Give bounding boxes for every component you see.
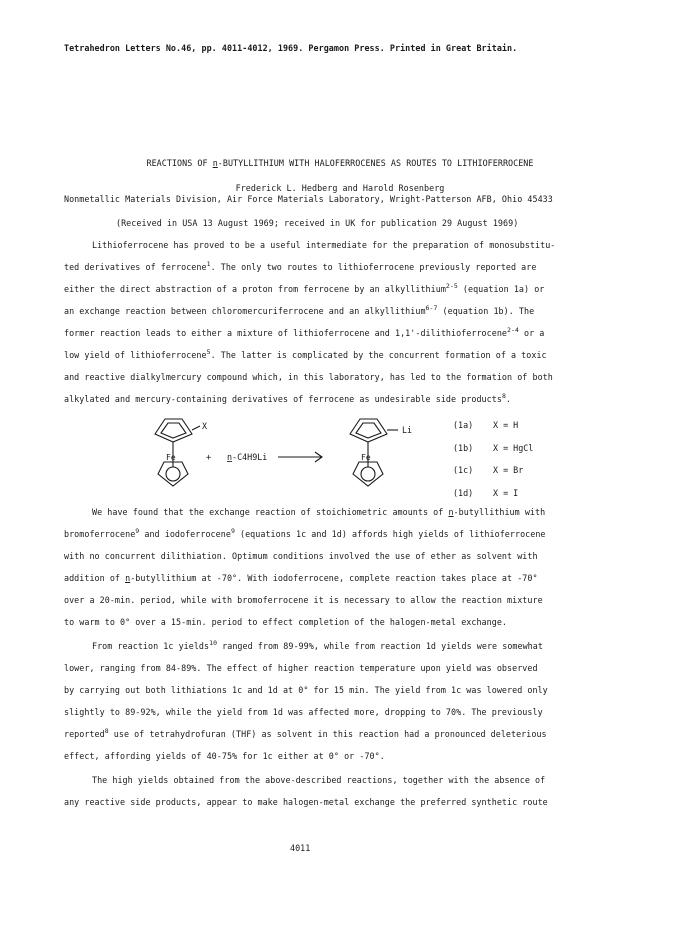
substituent-x-label: X — [202, 421, 208, 431]
body-line: From reaction 1c yields$^{10}$ ranged from 89-99%, while from reaction 1d yields were somewhat — [92, 639, 543, 651]
equation-1b: (1b) X = HgCl — [453, 443, 534, 453]
body-line: addition of n-butyllithium at -70°. With iodoferrocene, complete reaction takes place at -70° — [64, 573, 538, 583]
lithium-label: Li — [402, 425, 413, 435]
body-line: Lithioferrocene has proved to be a useful intermediate for the preparation of monosubstitu- — [92, 240, 556, 250]
body-line: low yield of lithioferrocene$^5$. The latter is complicated by the concurrent formation of a toxic — [64, 348, 547, 360]
received-dates: (Received in USA 13 August 1969; received in UK for publication 29 August 1969) — [116, 218, 519, 228]
body-line: effect, affording yields of 40-75% for 1c either at 0° or -70°. — [64, 751, 385, 761]
body-line: alkylated and mercury-containing derivatives of ferrocene as undesirable side products$^8$. — [64, 392, 511, 404]
body-line: We have found that the exchange reaction of stoichiometric amounts of n-butyllithium with — [92, 507, 546, 517]
page-number: 4011 — [290, 843, 311, 853]
reagent-label: n-C4H9Li — [227, 452, 268, 462]
body-line: The high yields obtained from the above-described reactions, together with the absence of — [92, 775, 546, 785]
body-line: ted derivatives of ferrocene$^1$. The only two routes to lithioferrocene previously reported are — [64, 260, 537, 272]
body-line: former reaction leads to either a mixture of lithioferrocene and 1,1'-dilithioferrocene$^{2-4}$ or a — [64, 326, 545, 338]
ferrocene-reactant-structure — [155, 419, 200, 486]
body-line: and reactive dialkylmercury compound which, in this laboratory, has led to the formation of both — [64, 372, 553, 382]
reaction-arrow — [278, 452, 322, 462]
body-line: by carrying out both lithiations 1c and 1d at 0° for 15 min. The yield from 1c was lowered only — [64, 685, 548, 695]
equation-1d: (1d) X = I — [453, 488, 519, 498]
body-line: over a 20-min. period, while with bromoferrocene it is necessary to allow the reaction mixture — [64, 595, 543, 605]
body-line: reported$^8$ use of tetrahydrofuran (THF) as solvent in this reaction had a pronounced deleterious — [64, 727, 547, 739]
body-line: any reactive side products, appear to make halogen-metal exchange the preferred synthetic route — [64, 797, 548, 807]
journal-citation: Tetrahedron Letters No.46, pp. 4011-4012, 1969. Pergamon Press. Printed in Great Britain. — [64, 43, 518, 53]
equation-1a: (1a) X = H — [453, 420, 519, 430]
affiliation: Nonmetallic Materials Division, Air Force Materials Laboratory, Wright-Patterson AFB, Ohio 45433 — [64, 194, 553, 204]
body-line: lower, ranging from 84-89%. The effect of higher reaction temperature upon yield was observed — [64, 663, 538, 673]
body-line: bromoferrocene$^9$ and iodoferrocene$^9$ (equations 1c and 1d) affords high yields of lithioferrocene — [64, 527, 546, 539]
lithioferrocene-product-structure — [350, 419, 398, 486]
authors: Frederick L. Hedberg and Harold Rosenberg — [235, 183, 445, 193]
article-title: REACTIONS OF n-BUTYLLITHIUM WITH HALOFERROCENES AS ROUTES TO LITHIOFERROCENE — [146, 158, 534, 168]
product-iron-label: Fe — [361, 453, 371, 462]
body-line: slightly to 89-92%, while the yield from 1d was affected more, dropping to 70%. The previously — [64, 707, 543, 717]
body-line: to warm to 0° over a 15-min. period to effect completion of the halogen-metal exchange. — [64, 617, 508, 627]
body-line: an exchange reaction between chloromercuriferrocene and an alkyllithium$^{6-7}$ (equation 1b). The — [64, 304, 535, 316]
body-line: either the direct abstraction of a proton from ferrocene by an alkyllithium$^{2-5}$ (equation 1a) or — [64, 282, 545, 294]
equation-1c: (1c) X = Br — [453, 465, 524, 475]
iron-label: Fe — [166, 453, 176, 462]
plus-sign: + — [206, 452, 212, 462]
body-line: with no concurrent dilithiation. Optimum conditions involved the use of ether as solvent with — [64, 551, 538, 561]
